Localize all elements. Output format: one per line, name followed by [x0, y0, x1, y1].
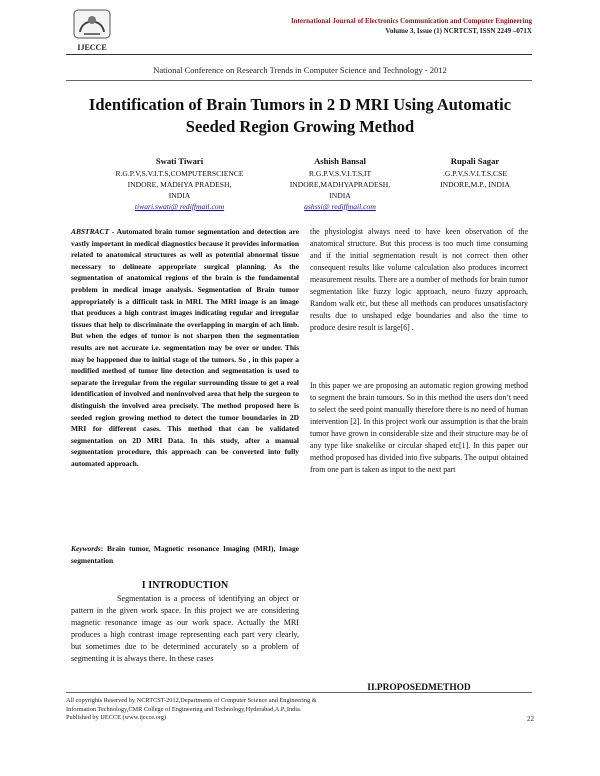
- journal-logo-icon: [66, 8, 118, 54]
- header-divider: [66, 54, 532, 55]
- body-paragraph: the physiologist always need to have keen observation of the anatomical structure. But this process is too much time consuming and if the initial segmentation result is not correct then other consequent results like volume calculation also produces incorrect measurement results. There are a number of methods for brain tumor segmentation like fuzzy logic approach, neuro fuzzy approach, Random walk etc, but these all methods can produces unsatisfactory results due to unshaped edge boundaries and also the time to produce desire result is large[6] .: [310, 227, 528, 332]
- author-affiliation: .G.P.V,S.V.I.T.S,CSE: [443, 169, 507, 178]
- introduction-heading: I INTRODUCTION: [141, 580, 229, 591]
- author-location: INDORE, MADHYA PRADESH,: [127, 180, 232, 189]
- introduction-text: Segmentation is a process of identifying an object or pattern in the given work space. In this project we are considering magnetic resonance image as our work space. Actually the MRI produces a high contrast image representing each part very clearly, but sometimes due to be determined accurately so a problem of segmenting it is always there. In these cases: [71, 594, 299, 663]
- footer-publisher-link[interactable]: Published by IJECCE (www.ijecce.org): [66, 714, 167, 722]
- footer-divider: [66, 692, 532, 693]
- author-affiliation: R.G.P.V,S.V.I.T.S,IT: [308, 169, 372, 178]
- author-name: Ashish Bansal: [314, 156, 366, 166]
- conference-line: National Conference on Research Trends in Computer Science and Technology - 2012: [153, 65, 447, 75]
- abstract-label: ABSTRACT -: [71, 227, 115, 236]
- proposed-method-heading: II.PROPOSEDMETHOD: [367, 683, 471, 693]
- journal-volume: Volume 3, Issue (1) NCRTCST, ISSN 2249 –071X: [385, 27, 532, 35]
- svg-text:IJECCE: IJECCE: [77, 43, 107, 52]
- page-number: 22: [527, 715, 534, 723]
- keywords-label: Keywords: [71, 544, 101, 553]
- abstract-text: Automated brain tumor segmentation and detection are vastly important in medical diagnostics because it provides information related to anatomical structures as well as potential abnormal tissue necessary to delineate appropriate surgical planning. As the segmentation of anatomical regions of the brain is the fundamental problem in medical image analysis. Segmentation of Brain tumor appropriately is a difficult task in MRI. The MRI image is an image that produces a high contrast images indicating regular and irregular tissues that help to discriminate the overlapping in margin of ach limb. But when the edges of tumor is not sharpen then the segmentation results are not accurate i.e. segmentation may be over or under. This may be happened due to initial stage of the tumors. So , in this paper a modified method of tumor line detection and segmentation is used to separate the irregular from the regular surrounding tissue to get a real identification of involved and noninvolved area that help the surgeon to distinguish the involved area precisely. The method proposed here is seeded region growing method to detect the tumor boundaries in 2D MRI for different cases. This method that can be validated segmentation on 2D MRI Data. In this study, after a manual segmentation procedure, this approach can be converted into fully automated approach.: [71, 227, 299, 468]
- abstract-section: [71, 226, 299, 469]
- footer-line: Information Technology,CMR College of Engineering and Technology,Hyderabad,A.P.,India.: [66, 705, 302, 713]
- body-paragraph: In this paper we are proposing an automatic region growing method to segment the brain tumours. So in this method the users don’t need to select the seed point manually therefore there is no need of human intervention [2]. In this project work our assumption is that the brain tumor have grown in considerable size and their structure may be of any type like snakelike or circular shaped etc[1]. In this paper our method proposed has divided into five subparts. The output obtained from one part is taken as input to the next part: [310, 381, 528, 474]
- keywords-section: [71, 543, 299, 566]
- author-email-link[interactable]: tiwari.swati@ rediffmail.com: [134, 202, 225, 211]
- paper-title: Identification of Brain Tumors in 2 D MRI Using Automatic Seeded Region Growing Method: [88, 95, 512, 136]
- author-block: [265, 156, 415, 212]
- author-block: [420, 156, 530, 190]
- author-name: Rupali Sagar: [450, 156, 500, 166]
- author-location: INDORE,MADHYAPRADESH,: [289, 180, 391, 189]
- footer-copyright: [66, 697, 486, 723]
- author-country: INDIA: [329, 191, 351, 200]
- author-affiliation: R.G.P.V,S.V.I.T.S,COMPUTERSCIENCE: [115, 169, 244, 178]
- journal-logo: [66, 8, 118, 54]
- footer-line: All copyrights Reserved by NCRTCST-2012,Departments of Computer Science and Engineering &: [66, 697, 317, 704]
- keywords-text: : Brain tumor, Magnetic resonance Imaging (MRI), Image segmentation: [71, 544, 299, 565]
- journal-name: International Journal of Electronics Communication and Computer Engineering: [290, 17, 532, 25]
- author-email-link[interactable]: ashssi@ rediffmail.com: [304, 202, 376, 211]
- conference-divider: [66, 80, 532, 81]
- author-location: INDORE,M.P., INDIA: [440, 180, 510, 189]
- author-country: INDIA: [168, 191, 191, 200]
- author-block: [92, 156, 267, 212]
- author-name: Swati Tiwari: [155, 156, 204, 166]
